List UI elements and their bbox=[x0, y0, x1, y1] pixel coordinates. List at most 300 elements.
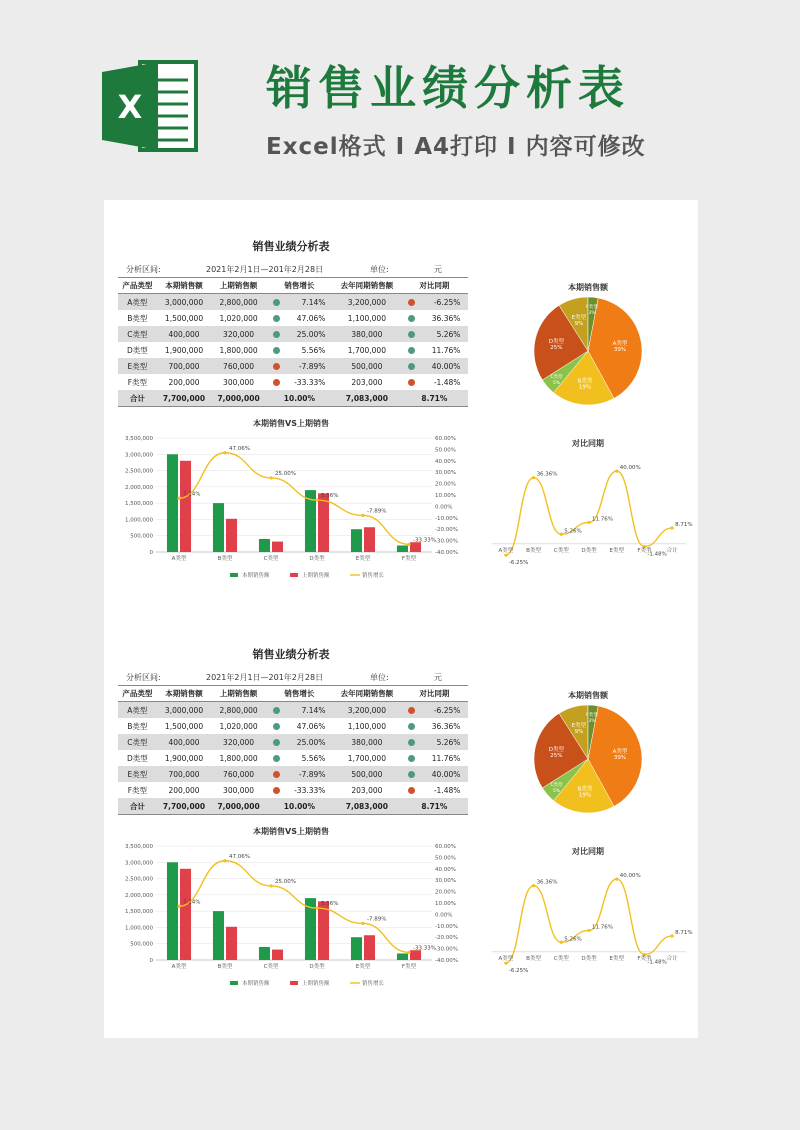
cell-growth bbox=[266, 342, 333, 358]
cell-type: D类型 bbox=[126, 753, 148, 763]
cell-type: 合计 bbox=[118, 798, 157, 815]
legend-swatch bbox=[230, 981, 238, 985]
yoy-point bbox=[560, 533, 563, 536]
cell-type: B类型 bbox=[127, 721, 148, 731]
legend-swatch bbox=[290, 981, 298, 985]
combo-chart bbox=[110, 430, 476, 590]
cell-previous: 1,800,000 bbox=[219, 345, 258, 355]
legend-label: 本期销售额 bbox=[242, 573, 270, 579]
growth-data-label: 7.14% bbox=[183, 491, 201, 498]
status-dot-icon bbox=[273, 723, 280, 730]
y2-tick-label: 60.00% bbox=[435, 844, 456, 850]
x-tick-label: C类型 bbox=[553, 547, 569, 554]
pie-slice-label: F类型 bbox=[586, 713, 598, 719]
growth-point bbox=[177, 905, 180, 908]
x-tick-label: D类型 bbox=[309, 556, 325, 562]
combo-chart bbox=[110, 838, 476, 998]
pie-slice-value: 5% bbox=[552, 380, 560, 386]
table-row bbox=[118, 782, 468, 798]
y-tick-label: 3,000,000 bbox=[125, 860, 153, 867]
cell-yoy bbox=[401, 766, 468, 782]
yoy-data-label: 40.00% bbox=[619, 873, 641, 880]
cell-last-year: 1,100,000 bbox=[347, 721, 386, 731]
y-tick-label: 2,000,000 bbox=[125, 484, 153, 491]
y2-tick-label: 10.00% bbox=[435, 901, 456, 907]
y2-tick-label: 20.00% bbox=[435, 481, 456, 488]
yoy-point bbox=[587, 929, 590, 932]
yoy-data-label: -1.48% bbox=[647, 551, 667, 558]
yoy-point bbox=[532, 884, 535, 887]
growth-data-label: 25.00% bbox=[275, 878, 296, 885]
total-row bbox=[118, 390, 468, 407]
status-dot-icon bbox=[273, 707, 280, 714]
cell-value: 40.00% bbox=[431, 769, 461, 779]
table-row bbox=[118, 294, 468, 311]
y2-tick-label: 50.00% bbox=[435, 447, 456, 454]
yoy-data-label: 36.36% bbox=[536, 471, 558, 478]
cell-value: 47.06% bbox=[296, 721, 326, 731]
column-header: 本期销售额 bbox=[157, 686, 212, 702]
status-dot-icon bbox=[273, 331, 280, 338]
cell-value: 5.26% bbox=[436, 329, 461, 339]
pie-slice-value: 19% bbox=[578, 792, 592, 799]
cell-growth bbox=[266, 702, 333, 719]
cell-type: F类型 bbox=[127, 785, 148, 795]
status-dot-icon bbox=[408, 771, 415, 778]
status-dot-icon bbox=[408, 347, 415, 354]
period-label: 分析区间: bbox=[126, 265, 161, 274]
status-dot-icon bbox=[408, 755, 415, 762]
bar-current bbox=[351, 937, 362, 960]
yoy-data-label: 5.26% bbox=[564, 936, 582, 943]
cell-yoy: 8.71% bbox=[401, 798, 468, 815]
cell-value: 36.36% bbox=[431, 313, 461, 323]
status-dot-icon bbox=[408, 363, 415, 370]
cell-value: 47.06% bbox=[296, 313, 326, 323]
column-header: 去年同期销售额 bbox=[333, 686, 401, 702]
column-header: 产品类型 bbox=[118, 278, 157, 294]
cell-last-year: 500,000 bbox=[333, 766, 401, 782]
cell-yoy bbox=[401, 718, 468, 734]
growth-point bbox=[407, 951, 410, 954]
page-title: 销售业绩分析表 bbox=[266, 61, 630, 115]
cell-last-year: 1,100,000 bbox=[347, 313, 386, 323]
x-tick-label: D类型 bbox=[581, 955, 597, 962]
period-value: 2021年2月1日—201年2月28日 bbox=[206, 673, 324, 682]
cell-last-year: 500,000 bbox=[333, 358, 401, 374]
y2-tick-label: -20.00% bbox=[435, 527, 458, 534]
pie-slice-label: E类型 bbox=[571, 722, 587, 729]
cell-current: 3,000,000 bbox=[157, 294, 212, 311]
sales-table bbox=[118, 277, 468, 407]
y2-tick-label: 20.00% bbox=[435, 889, 456, 896]
cell-yoy bbox=[401, 294, 468, 311]
y-tick-label: 2,000,000 bbox=[125, 892, 153, 899]
cell-yoy bbox=[401, 750, 468, 766]
status-dot-icon bbox=[408, 739, 415, 746]
bar-current bbox=[213, 911, 224, 960]
x-tick-label: F类型 bbox=[401, 964, 417, 970]
cell-current: 200,000 bbox=[168, 377, 200, 387]
table-row bbox=[118, 326, 468, 342]
cell-value: -7.89% bbox=[298, 361, 326, 371]
y2-tick-label: -30.00% bbox=[435, 946, 458, 953]
cell-value: 40.00% bbox=[431, 361, 461, 371]
cell-value: -6.25% bbox=[433, 297, 461, 307]
pie-slice-label: D类型 bbox=[548, 338, 565, 345]
status-dot-icon bbox=[273, 787, 280, 794]
y2-tick-label: 10.00% bbox=[435, 493, 456, 499]
cell-value: 7.14% bbox=[301, 705, 326, 715]
cell-value: 36.36% bbox=[431, 721, 461, 731]
status-dot-icon bbox=[273, 363, 280, 370]
x-tick-label: B类型 bbox=[526, 955, 541, 962]
cell-current: 1,900,000 bbox=[164, 345, 204, 355]
legend-swatch bbox=[230, 573, 238, 577]
combo-chart-title: 本期销售VS上期销售 bbox=[253, 827, 329, 836]
report-block bbox=[104, 200, 698, 600]
page-subtitle: Excel格式 I A4打印 I 内容可修改 bbox=[266, 134, 646, 160]
cell-growth bbox=[266, 310, 333, 326]
x-tick-label: C类型 bbox=[553, 955, 569, 962]
cell-last-year: 380,000 bbox=[333, 326, 401, 342]
pie-chart-title: 本期销售额 bbox=[568, 691, 608, 700]
bar-current bbox=[259, 539, 270, 552]
cell-previous: 1,020,000 bbox=[219, 313, 258, 323]
pie-slice-label: E类型 bbox=[571, 314, 587, 321]
pie-slice-value: 19% bbox=[578, 384, 592, 391]
yoy-chart bbox=[480, 450, 696, 590]
yoy-data-label: 11.76% bbox=[592, 924, 613, 931]
cell-yoy bbox=[401, 374, 468, 390]
logo-letter: X bbox=[117, 88, 143, 126]
cell-value: 25.00% bbox=[296, 737, 326, 747]
cell-type: C类型 bbox=[118, 326, 157, 342]
x-tick-label: E类型 bbox=[609, 955, 624, 962]
yoy-data-label: -6.25% bbox=[508, 968, 529, 975]
y-tick-label: 1,500,000 bbox=[125, 909, 153, 916]
x-tick-label: E类型 bbox=[355, 964, 371, 970]
cell-last-year: 1,700,000 bbox=[347, 345, 386, 355]
cell-growth bbox=[266, 766, 333, 782]
yoy-point bbox=[504, 962, 507, 965]
column-header: 对比同期 bbox=[401, 686, 468, 702]
yoy-data-label: -6.25% bbox=[508, 560, 529, 567]
table-row bbox=[118, 766, 468, 782]
legend-label: 销售增长 bbox=[362, 981, 385, 987]
column-header: 产品类型 bbox=[118, 686, 157, 702]
pie-slice-label: C类型 bbox=[550, 782, 563, 788]
cell-last-year: 7,083,000 bbox=[333, 798, 401, 815]
bar-previous bbox=[410, 950, 421, 960]
pie-chart bbox=[508, 294, 668, 409]
cell-growth bbox=[266, 358, 333, 374]
x-tick-label: D类型 bbox=[581, 547, 597, 554]
growth-data-label: -7.89% bbox=[367, 916, 387, 923]
cell-current: 700,000 bbox=[157, 766, 212, 782]
x-tick-label: C类型 bbox=[263, 964, 279, 970]
yoy-data-label: 36.36% bbox=[536, 879, 558, 886]
x-tick-label: D类型 bbox=[309, 964, 325, 970]
growth-point bbox=[269, 884, 272, 887]
y-tick-label: 500,000 bbox=[130, 941, 153, 948]
x-tick-label: A类型 bbox=[498, 955, 514, 962]
y2-tick-label: 40.00% bbox=[435, 866, 456, 873]
table-row bbox=[118, 734, 468, 750]
pie-slice-value: 3% bbox=[588, 311, 596, 317]
cell-type: F类型 bbox=[127, 377, 148, 387]
x-tick-label: E类型 bbox=[609, 547, 624, 554]
cell-previous: 1,800,000 bbox=[219, 753, 258, 763]
y2-tick-label: -30.00% bbox=[435, 538, 458, 545]
table-row bbox=[118, 374, 468, 390]
yoy-point bbox=[587, 521, 590, 524]
pie-slice-label: B类型 bbox=[577, 378, 593, 385]
cell-type: B类型 bbox=[127, 313, 148, 323]
unit-label: 单位: bbox=[370, 265, 389, 274]
y-tick-label: 3,500,000 bbox=[125, 844, 153, 850]
status-dot-icon bbox=[273, 755, 280, 762]
x-tick-label: A类型 bbox=[171, 556, 187, 562]
legend-label: 上期销售额 bbox=[302, 573, 330, 579]
yoy-point bbox=[671, 526, 674, 529]
pie-chart-title: 本期销售额 bbox=[568, 283, 608, 292]
cell-growth bbox=[266, 326, 333, 342]
bar-current bbox=[167, 862, 178, 960]
y-tick-label: 0 bbox=[149, 550, 153, 556]
bar-current bbox=[167, 454, 178, 552]
cell-yoy bbox=[401, 358, 468, 374]
column-header: 去年同期销售额 bbox=[333, 278, 401, 294]
report-title: 销售业绩分析表 bbox=[252, 240, 330, 253]
cell-previous: 320,000 bbox=[211, 326, 266, 342]
yoy-point bbox=[615, 877, 618, 880]
cell-yoy bbox=[401, 734, 468, 750]
growth-data-label: 5.56% bbox=[321, 901, 339, 908]
cell-previous: 320,000 bbox=[211, 734, 266, 750]
period-value: 2021年2月1日—201年2月28日 bbox=[206, 265, 324, 274]
cell-last-year: 203,000 bbox=[351, 377, 383, 387]
cell-previous: 300,000 bbox=[223, 785, 255, 795]
bar-previous bbox=[272, 542, 283, 552]
y2-tick-label: 50.00% bbox=[435, 855, 456, 862]
cell-type: E类型 bbox=[118, 766, 157, 782]
excel-logo-icon bbox=[100, 58, 200, 154]
growth-data-label: -33.33% bbox=[413, 537, 436, 544]
cell-last-year: 3,200,000 bbox=[333, 294, 401, 311]
cell-value: -33.33% bbox=[294, 785, 326, 795]
page-header bbox=[0, 0, 800, 200]
bar-current bbox=[397, 953, 408, 960]
growth-data-label: 47.06% bbox=[229, 853, 250, 860]
x-tick-label: A类型 bbox=[171, 964, 187, 970]
x-tick-label: B类型 bbox=[217, 556, 233, 562]
column-header: 上期销售额 bbox=[211, 278, 266, 294]
cell-previous: 760,000 bbox=[211, 766, 266, 782]
growth-data-label: 25.00% bbox=[275, 470, 296, 477]
y2-tick-label: -10.00% bbox=[435, 515, 458, 522]
y-tick-label: 0 bbox=[149, 958, 153, 964]
x-tick-label: B类型 bbox=[217, 964, 233, 970]
cell-current: 7,700,000 bbox=[157, 798, 212, 815]
cell-value: 5.56% bbox=[301, 753, 326, 763]
cell-value: -33.33% bbox=[294, 377, 326, 387]
cell-value: -6.25% bbox=[433, 705, 461, 715]
x-tick-label: F类型 bbox=[637, 955, 652, 962]
cell-value: -7.89% bbox=[298, 769, 326, 779]
y-tick-label: 1,500,000 bbox=[125, 501, 153, 508]
legend-label: 销售增长 bbox=[362, 573, 385, 579]
cell-current: 700,000 bbox=[157, 358, 212, 374]
table-row bbox=[118, 718, 468, 734]
y2-tick-label: 0.00% bbox=[435, 504, 453, 511]
table-row bbox=[118, 702, 468, 719]
bar-previous bbox=[318, 493, 329, 552]
cell-previous: 300,000 bbox=[223, 377, 255, 387]
y-tick-label: 1,000,000 bbox=[125, 517, 153, 524]
yoy-chart bbox=[480, 858, 696, 998]
y-tick-label: 3,000,000 bbox=[125, 452, 153, 459]
growth-point bbox=[223, 451, 226, 454]
cell-last-year: 380,000 bbox=[333, 734, 401, 750]
cell-current: 7,700,000 bbox=[157, 390, 212, 407]
bar-previous bbox=[272, 950, 283, 960]
status-dot-icon bbox=[273, 347, 280, 354]
yoy-data-label: 5.26% bbox=[564, 528, 582, 535]
growth-point bbox=[269, 476, 272, 479]
column-header: 销售增长 bbox=[266, 686, 333, 702]
pie-slice-value: 9% bbox=[574, 320, 584, 327]
status-dot-icon bbox=[273, 771, 280, 778]
pie-slice-value: 39% bbox=[613, 346, 627, 353]
x-tick-label: 合计 bbox=[666, 955, 678, 962]
y-tick-label: 2,500,000 bbox=[125, 876, 153, 883]
cell-last-year: 3,200,000 bbox=[333, 702, 401, 719]
pie-slice-value: 25% bbox=[550, 752, 563, 759]
growth-data-label: 47.06% bbox=[229, 445, 250, 452]
combo-chart-title: 本期销售VS上期销售 bbox=[253, 419, 329, 428]
cell-previous: 1,020,000 bbox=[219, 721, 258, 731]
y2-tick-label: -40.00% bbox=[435, 550, 458, 556]
growth-point bbox=[315, 498, 318, 501]
growth-data-label: -7.89% bbox=[367, 508, 387, 515]
cell-previous: 2,800,000 bbox=[211, 294, 266, 311]
legend-swatch bbox=[290, 573, 298, 577]
cell-last-year: 1,700,000 bbox=[347, 753, 386, 763]
status-dot-icon bbox=[408, 299, 415, 306]
yoy-point bbox=[671, 934, 674, 937]
table-row bbox=[118, 310, 468, 326]
y-tick-label: 2,500,000 bbox=[125, 468, 153, 475]
cell-growth bbox=[266, 718, 333, 734]
cell-type: E类型 bbox=[118, 358, 157, 374]
y2-tick-label: -20.00% bbox=[435, 935, 458, 942]
growth-point bbox=[223, 859, 226, 862]
cell-last-year: 203,000 bbox=[351, 785, 383, 795]
growth-point bbox=[407, 543, 410, 546]
cell-previous: 2,800,000 bbox=[211, 702, 266, 719]
column-header: 本期销售额 bbox=[157, 278, 212, 294]
status-dot-icon bbox=[408, 315, 415, 322]
cell-current: 1,500,000 bbox=[164, 313, 204, 323]
status-dot-icon bbox=[273, 739, 280, 746]
status-dot-icon bbox=[408, 723, 415, 730]
y2-tick-label: 30.00% bbox=[435, 470, 456, 477]
cell-previous: 760,000 bbox=[211, 358, 266, 374]
yoy-point bbox=[504, 554, 507, 557]
cell-yoy bbox=[401, 782, 468, 798]
yoy-chart-title: 对比同期 bbox=[572, 439, 604, 448]
report-sheet bbox=[104, 200, 698, 1038]
pie-slice-value: 9% bbox=[574, 728, 584, 735]
pie-slice-label: C类型 bbox=[550, 374, 563, 380]
growth-data-label: 7.14% bbox=[183, 899, 201, 906]
cell-last-year: 7,083,000 bbox=[333, 390, 401, 407]
bar-current bbox=[397, 545, 408, 552]
status-dot-icon bbox=[408, 379, 415, 386]
cell-type: A类型 bbox=[118, 294, 157, 311]
legend-label: 上期销售额 bbox=[302, 981, 330, 987]
cell-value: -1.48% bbox=[433, 377, 461, 387]
bar-current bbox=[351, 529, 362, 552]
sales-table bbox=[118, 685, 468, 815]
cell-value: 11.76% bbox=[431, 345, 461, 355]
cell-type: A类型 bbox=[118, 702, 157, 719]
growth-point bbox=[177, 497, 180, 500]
cell-current: 400,000 bbox=[157, 326, 212, 342]
table-row bbox=[118, 750, 468, 766]
report-block bbox=[104, 608, 698, 1008]
growth-point bbox=[315, 906, 318, 909]
cell-type: C类型 bbox=[118, 734, 157, 750]
yoy-chart-title: 对比同期 bbox=[572, 847, 604, 856]
cell-type: D类型 bbox=[126, 345, 148, 355]
column-header: 上期销售额 bbox=[211, 686, 266, 702]
cell-growth bbox=[266, 294, 333, 311]
cell-yoy bbox=[401, 310, 468, 326]
cell-growth bbox=[266, 734, 333, 750]
pie-slice-value: 39% bbox=[613, 754, 627, 761]
y2-tick-label: 40.00% bbox=[435, 458, 456, 465]
yoy-point bbox=[532, 476, 535, 479]
y2-tick-label: 30.00% bbox=[435, 878, 456, 885]
yoy-data-label: -1.48% bbox=[647, 959, 667, 966]
growth-point bbox=[361, 514, 364, 517]
cell-type: 合计 bbox=[118, 390, 157, 407]
x-tick-label: C类型 bbox=[263, 556, 279, 562]
column-header: 销售增长 bbox=[266, 278, 333, 294]
cell-yoy bbox=[401, 326, 468, 342]
unit-label: 单位: bbox=[370, 673, 389, 682]
x-tick-label: E类型 bbox=[355, 556, 371, 562]
yoy-line bbox=[506, 879, 672, 963]
status-dot-icon bbox=[273, 299, 280, 306]
x-tick-label: F类型 bbox=[401, 556, 417, 562]
cell-current: 1,500,000 bbox=[164, 721, 204, 731]
cell-current: 400,000 bbox=[157, 734, 212, 750]
bar-previous bbox=[364, 527, 375, 552]
y2-tick-label: 60.00% bbox=[435, 436, 456, 442]
cell-value: 25.00% bbox=[296, 329, 326, 339]
status-dot-icon bbox=[273, 315, 280, 322]
status-dot-icon bbox=[273, 379, 280, 386]
cell-previous: 7,000,000 bbox=[211, 798, 266, 815]
bar-previous bbox=[180, 869, 191, 960]
yoy-line bbox=[506, 471, 672, 555]
y2-tick-label: -40.00% bbox=[435, 958, 458, 964]
cell-growth bbox=[266, 750, 333, 766]
legend-label: 本期销售额 bbox=[242, 981, 270, 987]
